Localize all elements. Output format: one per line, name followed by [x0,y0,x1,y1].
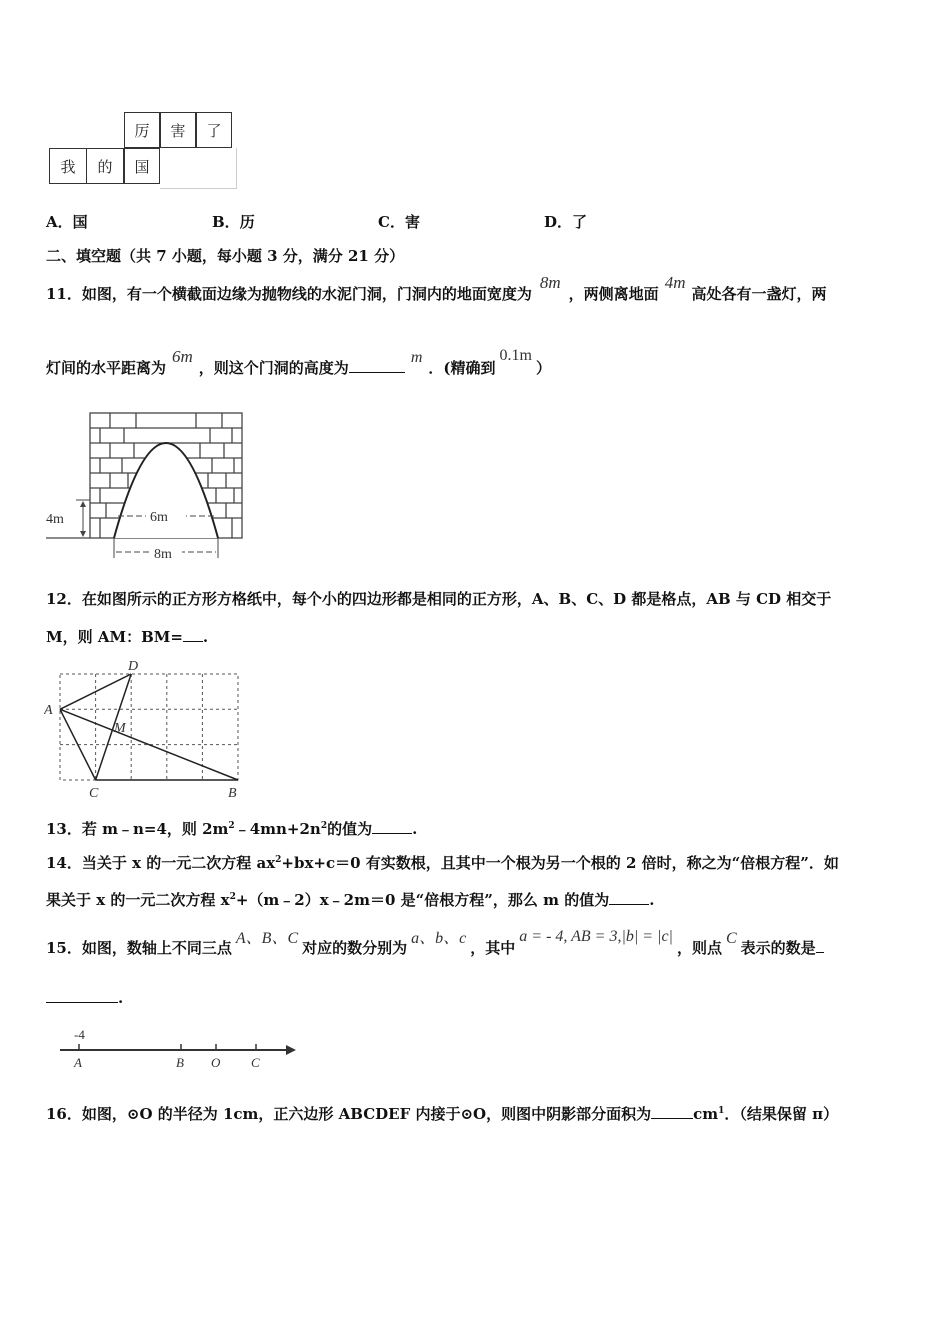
q15-text: 表示的数是 [740,939,816,957]
q13-sup: 2 [228,821,235,831]
point-m-label: M [114,721,126,736]
answer-blank[interactable] [816,938,824,953]
q15-line2 [46,988,123,1007]
q15-math-condition: a = - 4, AB = 3,|b| = |c| [519,928,673,945]
q14-text: 14．当关于 x 的一元二次方程 ax [46,854,276,872]
q11-math-unit: m [410,349,423,366]
option-c[interactable] [378,211,420,232]
q11-text: ，则这个门洞的高度为 [198,359,349,377]
net-cell: 国 [124,148,160,184]
option-text: 历 [239,213,255,231]
q13-sup: 2 [320,821,328,831]
net-cell: 厉 [124,112,160,148]
answer-blank[interactable] [349,358,405,373]
q15-text: 15．如图，数轴上不同三点 [46,939,232,957]
q15-text: 对应的数分别为 [302,939,408,957]
tick-label: -4 [74,1027,85,1042]
section-heading: 二、填空题（共 7 小题，每小题 3 分，满分 21 分） [46,247,405,265]
q12-text: . [202,628,209,646]
q15-text: ，其中 [470,939,516,957]
net-blank-area [160,148,237,189]
q13-text: . [412,820,418,838]
q11-text: ．(精确到 [428,359,496,377]
label-8m: 8m [154,547,172,562]
q12-line2 [46,626,208,647]
net-cell: 的 [86,148,124,184]
point-c-label: C [89,786,99,801]
point-b-label: B [176,1055,184,1070]
answer-blank[interactable] [46,988,118,1003]
q15-text: ，则点 [676,939,722,957]
option-text: 了 [572,213,588,231]
point-a-label: A [74,1055,82,1070]
q16-text: cm [693,1105,719,1123]
q14-sup: 2 [229,892,236,902]
answer-blank[interactable] [372,819,412,834]
q16-line [46,1103,838,1124]
option-b[interactable] [212,211,255,232]
q11-math-precision: 0.1m [499,347,532,364]
label-4m: 4m [46,512,64,527]
q15-line1 [46,928,824,958]
grid-figure [44,656,244,802]
point-a-label: A [44,703,53,718]
q11-math-8m: 8m [539,273,561,292]
q11-line2 [46,347,551,378]
q14-text: 果关于 x 的一元二次方程 x [46,891,230,909]
q14-line1 [46,852,839,873]
point-d-label: D [128,659,139,674]
option-text: 国 [72,213,88,231]
q11-text: ，两侧离地面 [568,285,659,303]
option-a[interactable] [46,211,88,232]
q13-text: ﹣4mn+2n [234,820,321,838]
q11-text: 灯间的水平距离为 [46,359,167,377]
q13-text: 的值为 [327,820,373,838]
answer-blank[interactable] [651,1104,693,1119]
option-d[interactable] [544,211,587,232]
q16-sup: 1 [718,1106,725,1116]
q13-text: 13．若 m﹣n=4，则 2m [46,820,229,838]
point-b-label: B [228,786,237,801]
option-text: 害 [404,213,420,231]
number-line-figure [56,1026,306,1072]
answer-blank[interactable] [183,627,203,642]
net-cell: 害 [160,112,196,148]
option-letter: D． [544,213,573,231]
q11-line1 [46,273,827,304]
option-letter: C． [378,213,405,231]
option-letter: A． [46,213,73,231]
q11-text: ） [535,359,551,377]
answer-blank[interactable] [609,890,649,905]
net-cell: 我 [49,148,87,184]
q16-text: ．（结果保留 π） [724,1105,839,1123]
arch-figure [46,408,246,564]
q12-text: M，则 AM：BM= [46,628,183,646]
q14-sup: 2 [275,855,282,865]
q14-text: +（m﹣2）x﹣2m＝0 是“倍根方程”，那么 m 的值为 [235,891,610,909]
point-c-label: C [251,1055,260,1070]
label-6m: 6m [150,510,168,525]
option-letter: B． [212,213,240,231]
q14-text: +bx+c＝0 有实数根，且其中一个根为另一个根的 2 倍时，称之为“倍根方程”．如 [281,854,839,872]
q15-math-c: C [725,930,737,947]
q15-math-values: a、b、c [411,930,467,947]
q13-line [46,818,417,839]
q11-math-4m: 4m [664,273,686,292]
q15-text: . [118,989,124,1007]
net-cell: 了 [196,112,232,148]
q11-text: 11．如图，有一个横截面边缘为抛物线的水泥门洞，门洞内的地面宽度为 [46,285,532,303]
q14-line2 [46,889,654,910]
q15-math-points: A、B、C [235,930,299,947]
q11-text: 高处各有一盏灯，两 [691,285,827,303]
q14-text: . [649,891,655,909]
q11-math-6m: 6m [172,347,193,366]
origin-label: O [211,1055,221,1070]
q16-text: 16．如图，⊙O 的半径为 1cm，正六边形 ABCDEF 内接于⊙O，则图中阴影部分面积为 [46,1105,652,1123]
q12-line1: 12．在如图所示的正方形方格纸中，每个小的四边形都是相同的正方形，A、B、C、D 都是格点，AB 与 CD 相交于 [46,590,832,608]
